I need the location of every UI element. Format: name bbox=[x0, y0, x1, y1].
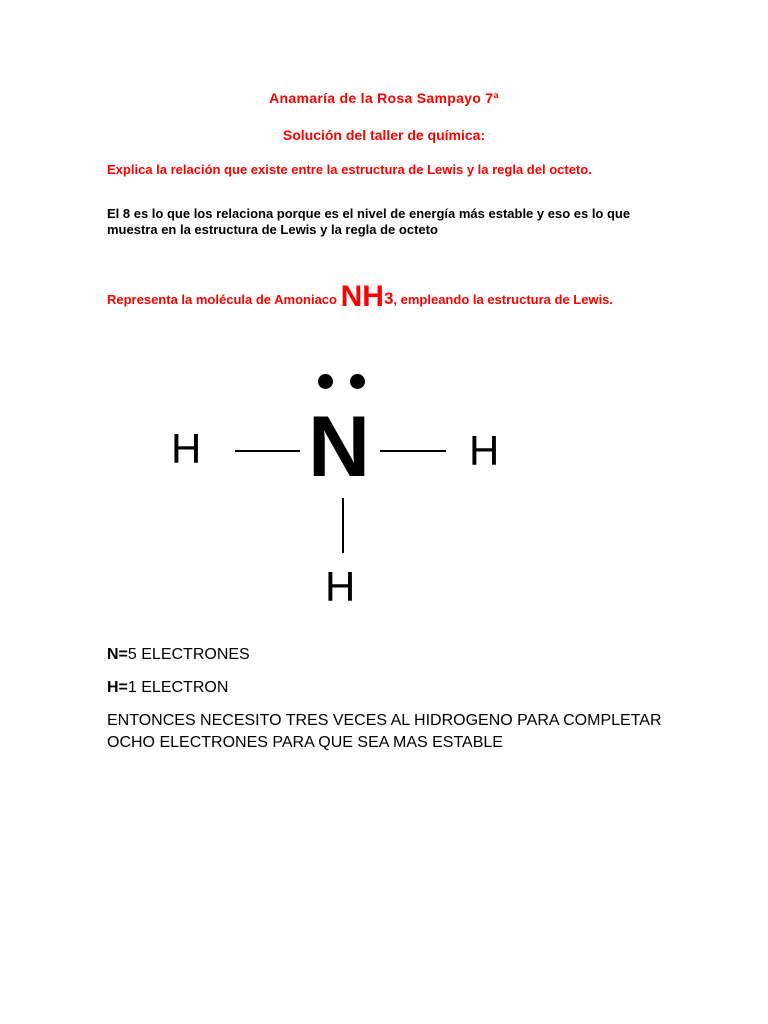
lone-pair-electron-dot bbox=[350, 374, 365, 389]
bond-left bbox=[235, 450, 300, 452]
nitrogen-label: N= bbox=[107, 646, 128, 663]
hydrogen-electrons-line bbox=[107, 679, 228, 697]
question-1: Explica la relación que existe entre la estructura de Lewis y la regla del octeto. bbox=[107, 162, 592, 177]
hydrogen-atom-bottom: H bbox=[325, 563, 356, 610]
bond-right bbox=[380, 450, 446, 452]
bond-bottom bbox=[342, 498, 344, 553]
nitrogen-value: 5 ELECTRONES bbox=[127, 646, 250, 663]
formula-nh: NH bbox=[340, 280, 384, 313]
conclusion-text: ENTONCES NECESITO TRES VECES AL HIDROGENO PARA COMPLETAR OCHO ELECTRONES PARA QUE SEA MAS ESTABLE bbox=[107, 712, 662, 751]
answer-1: El 8 es lo que los relaciona porque es el nivel de energía más estable y eso es lo que muestra en la estructura de Lewis y la regla de octeto bbox=[107, 206, 631, 237]
formula-subscript: 3 bbox=[383, 289, 394, 308]
hydrogen-atom-right: H bbox=[469, 427, 500, 474]
nitrogen-atom: N bbox=[307, 399, 371, 495]
hydrogen-value: 1 ELECTRON bbox=[127, 679, 229, 696]
hydrogen-label: H= bbox=[107, 679, 128, 696]
question-2-before: Representa la molécula de Amoniaco bbox=[107, 292, 341, 307]
author-line: Anamaría de la Rosa Sampayo 7ª bbox=[269, 90, 499, 106]
question-2-after: , empleando la estructura de Lewis. bbox=[393, 292, 614, 307]
hydrogen-atom-left: H bbox=[171, 425, 202, 472]
nitrogen-electrons-line bbox=[107, 646, 250, 664]
document-subtitle: Solución del taller de química: bbox=[282, 127, 486, 143]
lone-pair-electron-dot bbox=[318, 374, 333, 389]
